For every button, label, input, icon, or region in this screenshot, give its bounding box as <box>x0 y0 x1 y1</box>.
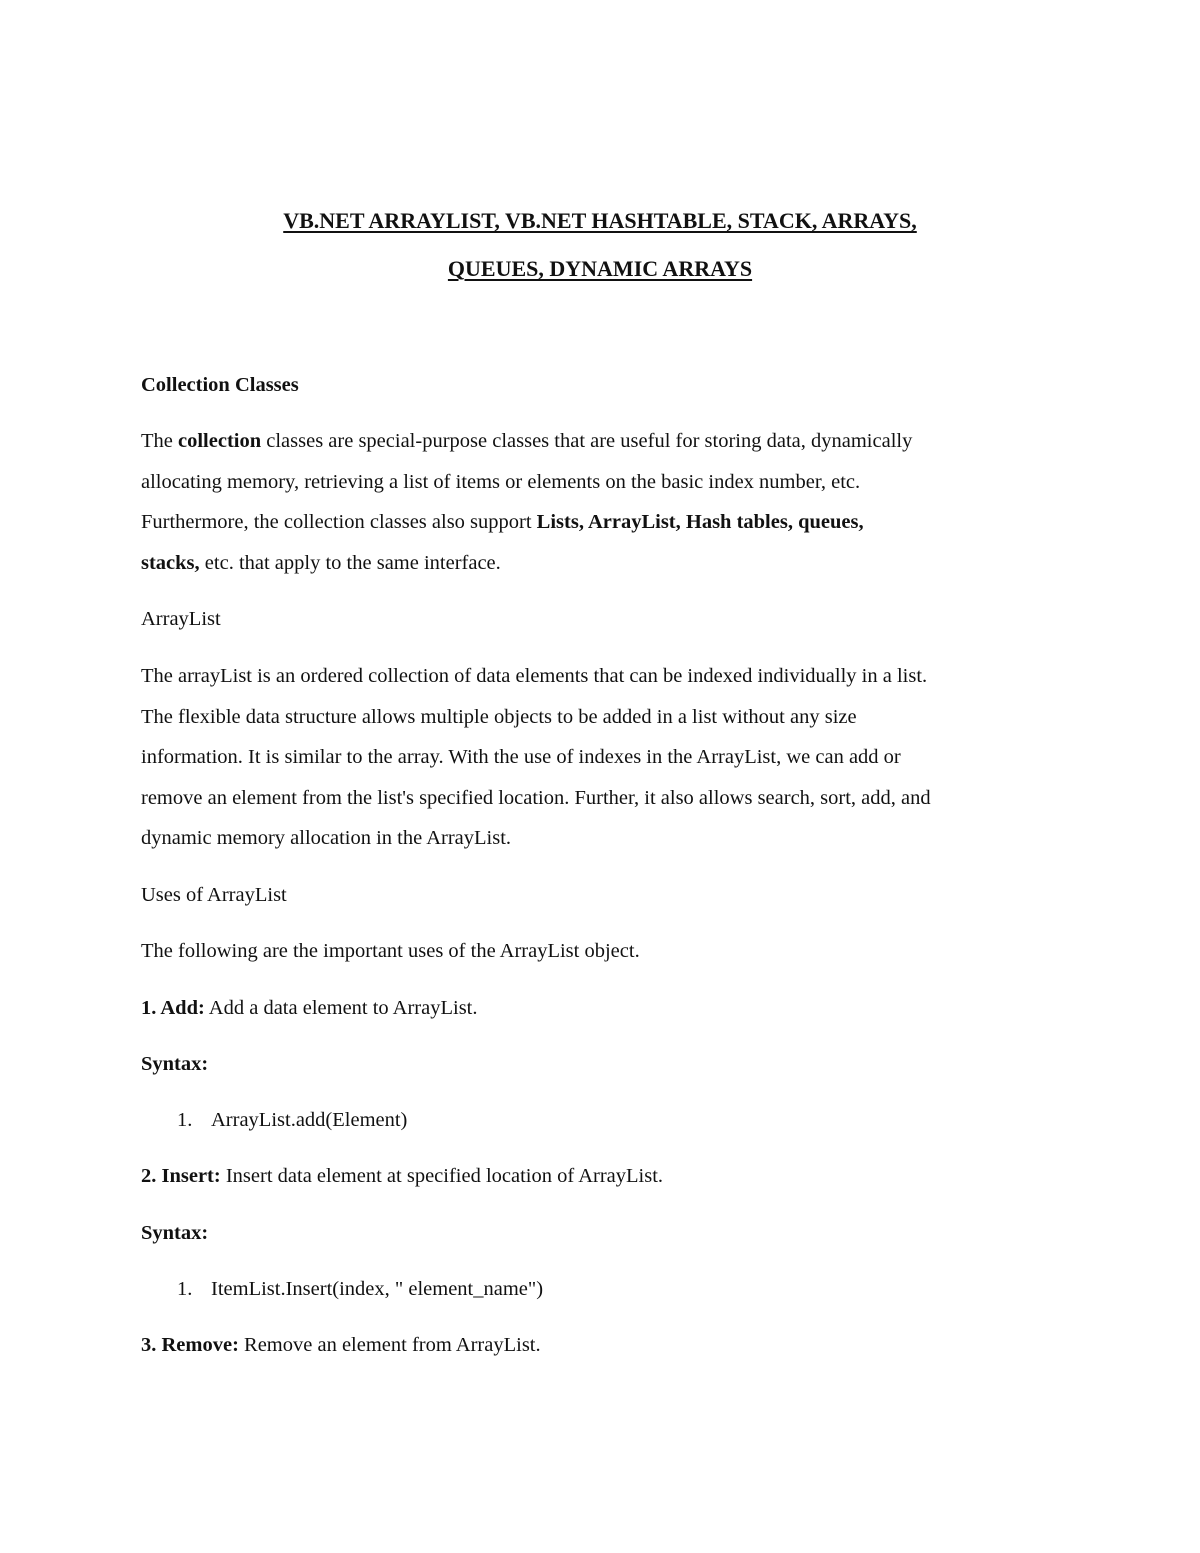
document-title-line-2: QUEUES, DYNAMIC ARRAYS <box>447 256 753 281</box>
text-run: classes are special-purpose classes that are useful for storing data, dynamically <box>261 430 913 452</box>
bold-run: stacks, <box>141 552 200 574</box>
remove-text: Remove an element from ArrayList. <box>238 1334 541 1356</box>
insert-text: Insert data element at specified location of ArrayList. <box>220 1165 664 1187</box>
insert-item <box>141 1166 663 1187</box>
insert-label: 2. Insert: <box>141 1165 221 1187</box>
arraylist-para-line-3: information. It is similar to the array. With the use of indexes in the ArrayList, we can add or <box>141 746 901 768</box>
uses-intro: The following are the important uses of the ArrayList object. <box>141 940 640 962</box>
bold-run: collection <box>178 430 262 452</box>
collection-para-line-3 <box>141 512 864 533</box>
arraylist-para-line-5: dynamic memory allocation in the ArrayList. <box>141 827 512 849</box>
add-syntax-item-number: 1. <box>177 1109 193 1131</box>
remove-label: 3. Remove: <box>141 1334 239 1356</box>
text-run: Furthermore, the collection classes also support <box>141 511 537 533</box>
add-syntax-label: Syntax: <box>141 1053 209 1075</box>
arraylist-heading: ArrayList <box>141 608 221 630</box>
bold-run: Lists, ArrayList, Hash tables, queues, <box>536 511 864 533</box>
collection-para-line-4 <box>141 553 501 574</box>
insert-syntax-label: Syntax: <box>141 1222 209 1244</box>
insert-syntax-code: ItemList.Insert(index, " element_name") <box>211 1278 544 1300</box>
uses-heading: Uses of ArrayList <box>141 884 287 906</box>
arraylist-para-line-4: remove an element from the list's specified location. Further, it also allows search, sort, add, and <box>141 787 931 809</box>
collection-classes-heading: Collection Classes <box>141 374 299 396</box>
remove-item <box>141 1335 541 1356</box>
add-text: Add a data element to ArrayList. <box>204 997 478 1019</box>
arraylist-para-line-1: The arrayList is an ordered collection of data elements that can be indexed individually in a list. <box>141 665 928 687</box>
collection-para-line-2: allocating memory, retrieving a list of items or elements on the basic index number, etc. <box>141 471 861 493</box>
text-run: The <box>141 430 178 452</box>
text-run: etc. that apply to the same interface. <box>199 552 501 574</box>
add-syntax-code: ArrayList.add(Element) <box>211 1109 408 1131</box>
insert-syntax-item-number: 1. <box>177 1278 193 1300</box>
arraylist-para-line-2: The flexible data structure allows multiple objects to be added in a list without any size <box>141 706 857 728</box>
add-label: 1. Add: <box>141 997 205 1019</box>
collection-para-line-1 <box>141 431 912 452</box>
add-item <box>141 998 478 1019</box>
document-title-line-1: VB.NET ARRAYLIST, VB.NET HASHTABLE, STACK, ARRAYS, <box>283 208 917 233</box>
